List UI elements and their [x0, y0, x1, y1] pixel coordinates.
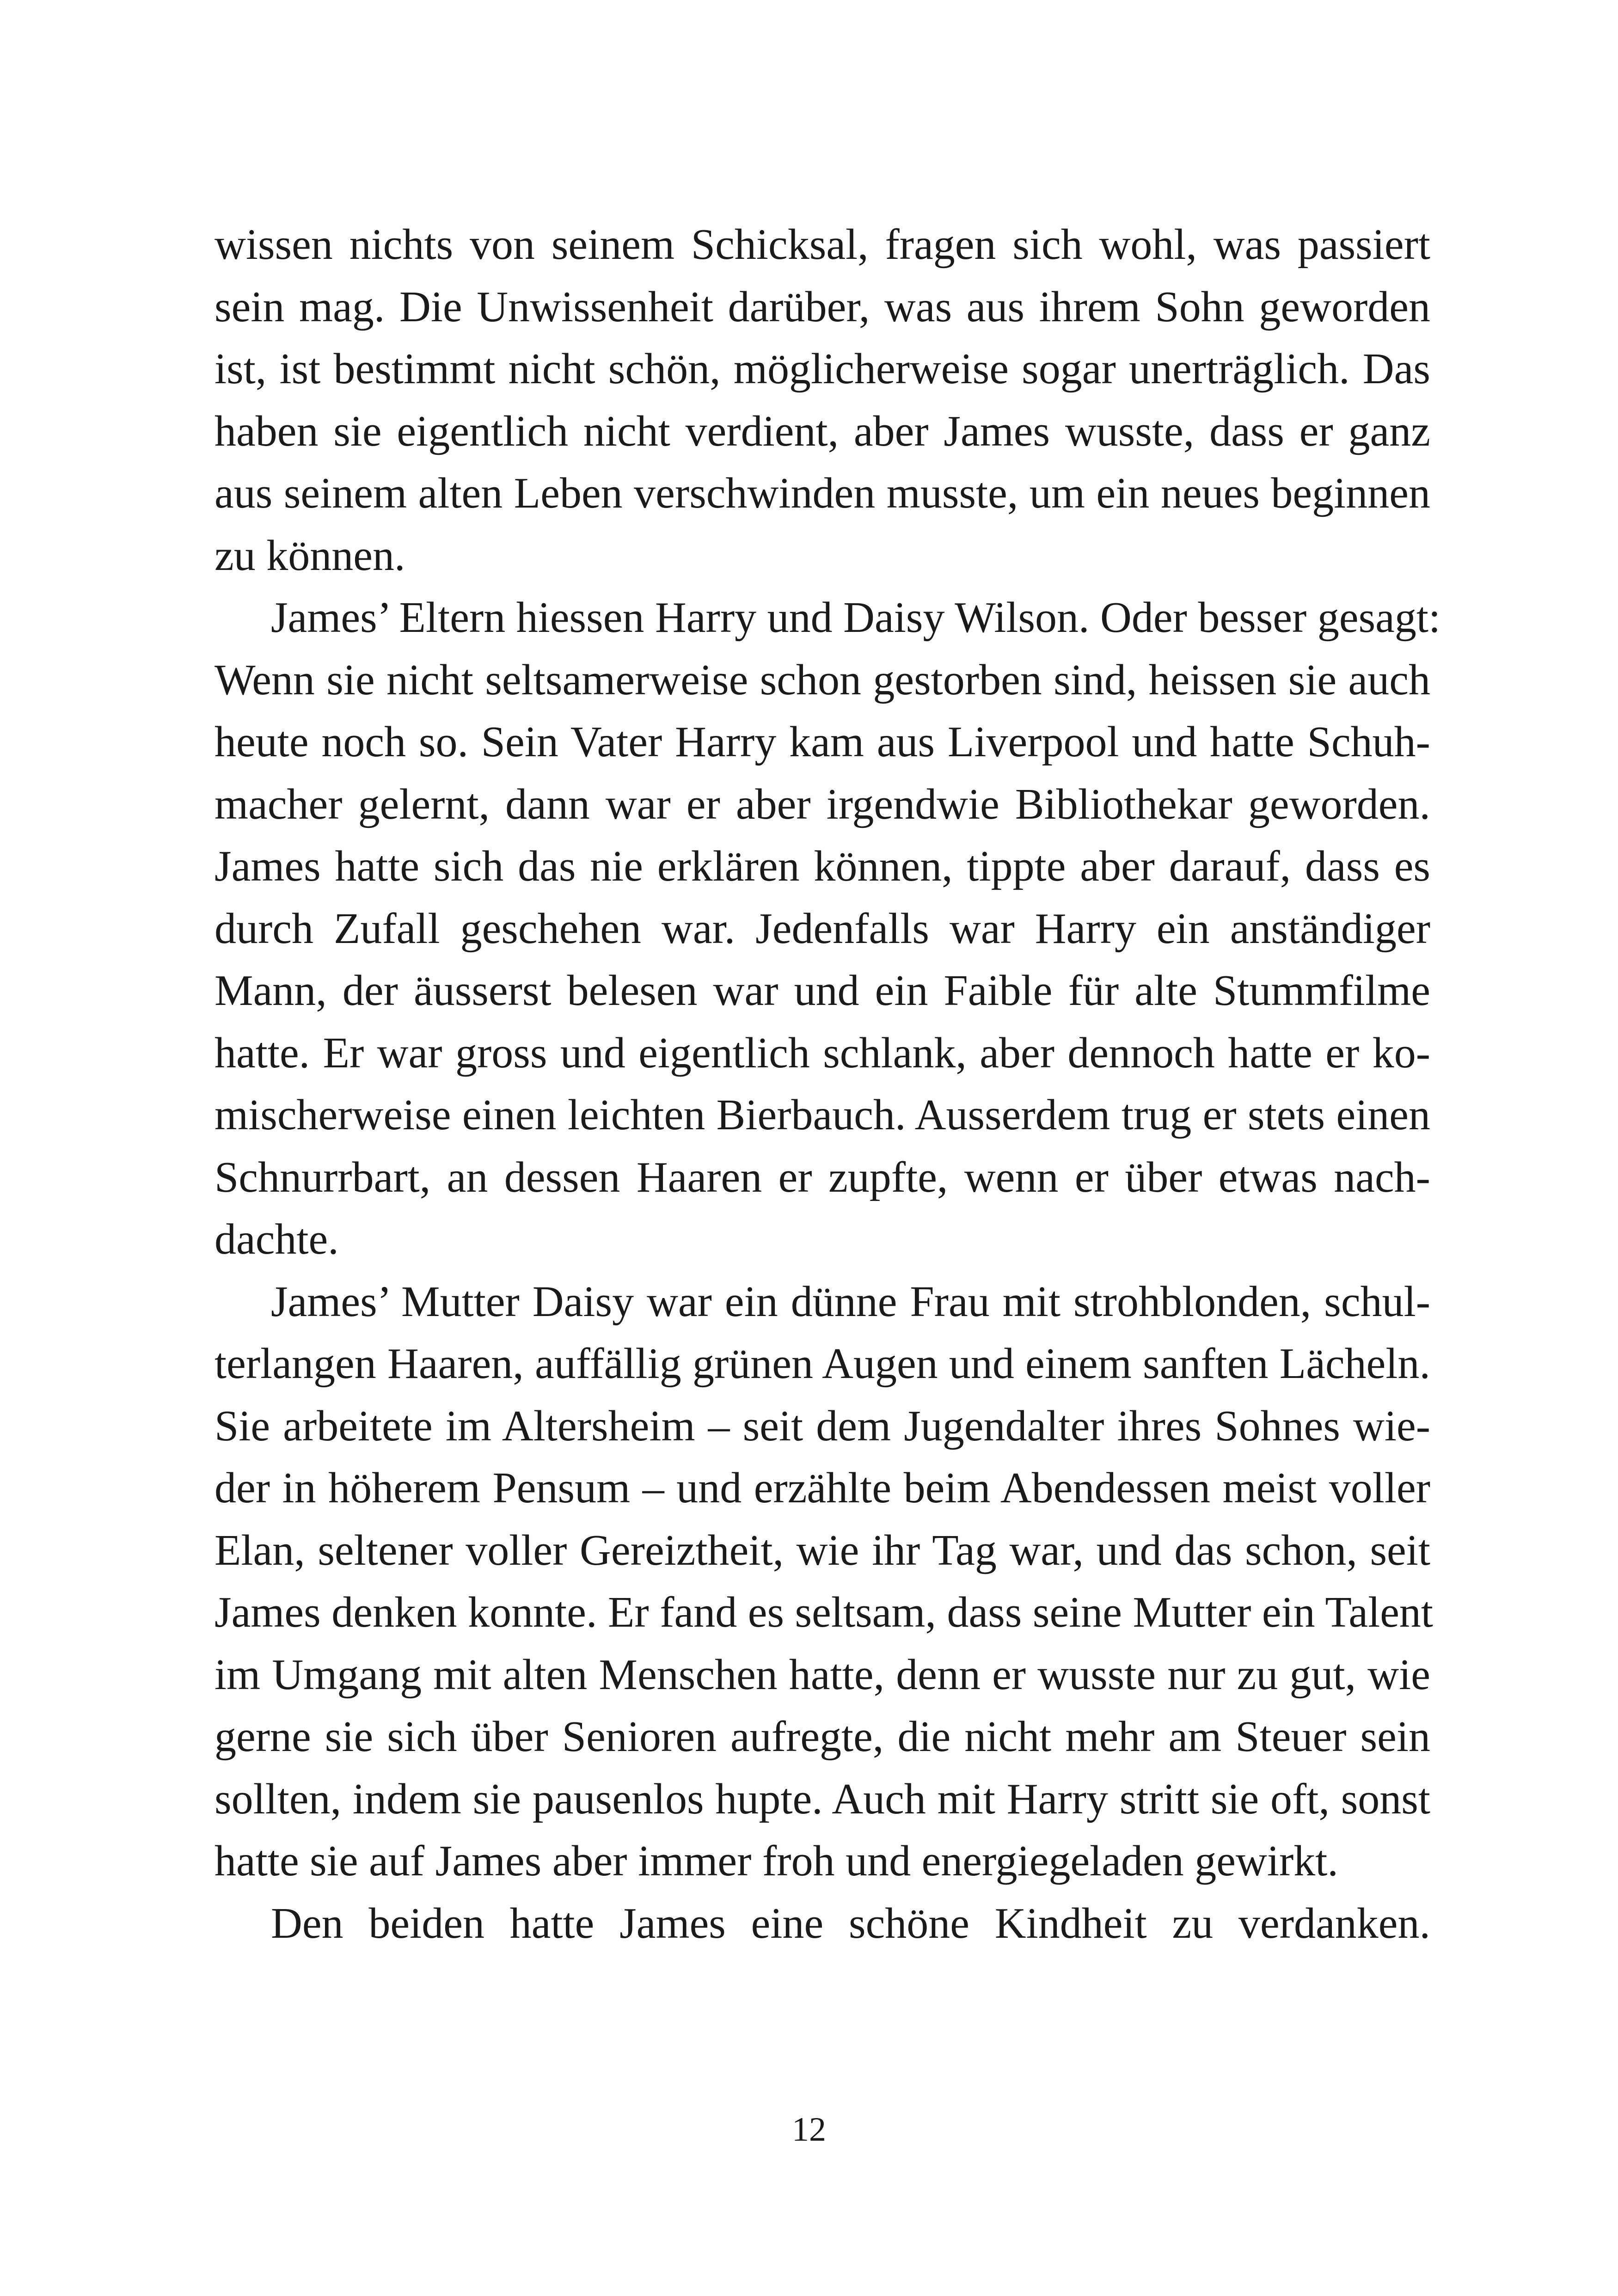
body-text: [215, 214, 1441, 1954]
text-line: durch Zufall geschehen war. Jedenfalls war Harry ein anständiger: [215, 904, 1430, 953]
text-line: macher gelernt, dann war er aber irgendwie Bibliothekar geworden.: [215, 780, 1430, 828]
text-line: terlangen Haaren, auffällig grünen Augen und einem sanften Lächeln.: [215, 1340, 1430, 1388]
text-line: der in höherem Pensum – und erzählte beim Abendessen meist voller: [215, 1464, 1430, 1512]
text-line: hatte. Er war gross und eigentlich schlank, aber dennoch hatte er ko-: [215, 1029, 1430, 1077]
text-line: wissen nichts von seinem Schicksal, fragen sich wohl, was passiert: [215, 220, 1430, 269]
text-line: James denken konnte. Er fand es seltsam, dass seine Mutter ein Talent: [215, 1588, 1434, 1636]
text-line: haben sie eigentlich nicht verdient, aber James wusste, dass er ganz: [215, 407, 1430, 455]
text-line: Sie arbeitete im Altersheim – seit dem Jugendalter ihres Sohnes wie-: [215, 1402, 1430, 1450]
text-line: Schnurrbart, an dessen Haaren er zupfte, wenn er über etwas nach-: [215, 1153, 1430, 1201]
text-line: James hatte sich das nie erklären können, tippte aber darauf, dass es: [215, 842, 1430, 890]
text-line: Mann, der äusserst belesen war und ein Faible für alte Stummfilme: [215, 967, 1430, 1015]
text-line: gerne sie sich über Senioren aufregte, die nicht mehr am Steuer sein: [215, 1713, 1430, 1761]
text-line: heute noch so. Sein Vater Harry kam aus Liverpool und hatte Schuh-: [215, 718, 1430, 766]
text-line: mischerweise einen leichten Bierbauch. Ausserdem trug er stets einen: [215, 1091, 1430, 1139]
text-line: zu können.: [215, 531, 405, 580]
paragraph-first-line: Den beiden hatte James eine schöne Kindheit zu verdanken.: [271, 1899, 1430, 1947]
text-line: dachte.: [215, 1215, 339, 1263]
text-line: Elan, seltener voller Gereiztheit, wie ihr Tag war, und das schon, seit: [215, 1526, 1430, 1574]
text-line: aus seinem alten Leben verschwinden musste, um ein neues beginnen: [215, 469, 1430, 517]
text-line: ist, ist bestimmt nicht schön, möglicherweise sogar unerträglich. Das: [215, 345, 1430, 393]
page-number: 12: [792, 2111, 826, 2149]
paragraph-first-line: James’ Eltern hiessen Harry und Daisy Wilson. Oder besser gesagt:: [271, 594, 1441, 642]
text-line: hatte sie auf James aber immer froh und energiegeladen gewirkt.: [215, 1837, 1338, 1885]
text-line: Wenn sie nicht seltsamerweise schon gestorben sind, heissen sie auch: [215, 655, 1430, 704]
paragraph-first-line: James’ Mutter Daisy war ein dünne Frau mit strohblonden, schul-: [271, 1277, 1430, 1326]
text-line: sein mag. Die Unwissenheit darüber, was aus ihrem Sohn geworden: [215, 282, 1430, 331]
text-line: sollten, indem sie pausenlos hupte. Auch mit Harry stritt sie oft, sonst: [215, 1775, 1430, 1823]
text-line: im Umgang mit alten Menschen hatte, denn er wusste nur zu gut, wie: [215, 1650, 1430, 1699]
